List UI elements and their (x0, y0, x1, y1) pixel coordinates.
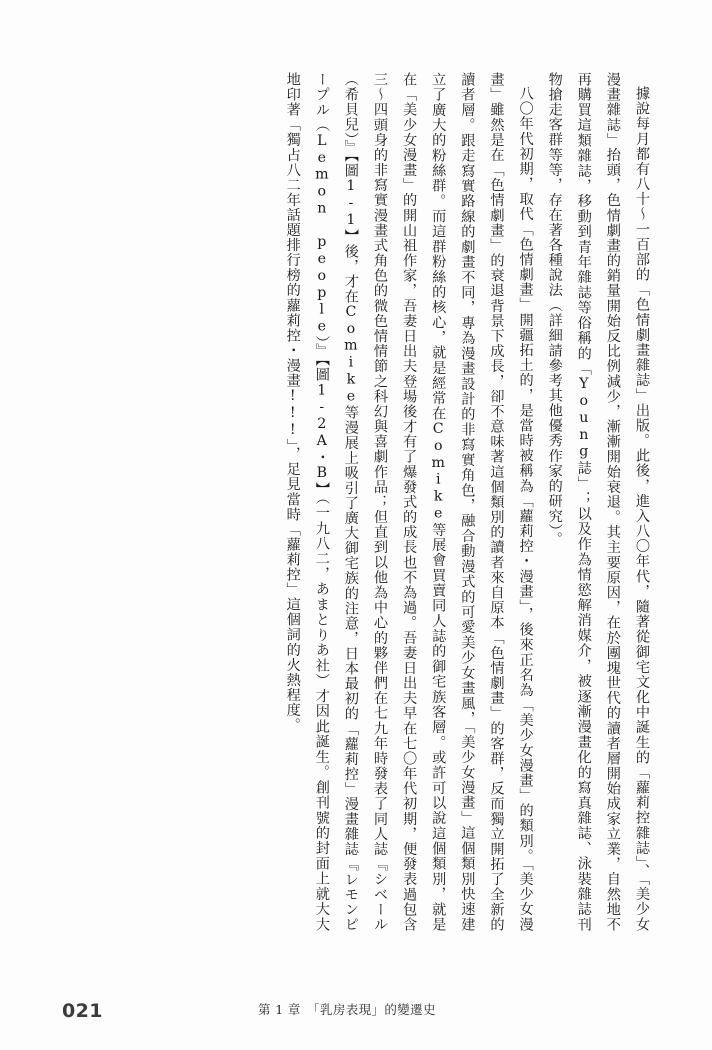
paragraph-2: 八〇年代初期，取代「色情劇畫」開疆拓土的，是當時被稱為「蘿莉控・漫畫」，後來正名為「美少女漫畫」的類別。「美少女漫畫」雖然是在「色情劇畫」的衰退背景下成長，卻不意味著這個類別的讀者來自原本「色情劇畫」的客群，反而獨立開拓了全新的讀者層。跟走寫實路線的劇畫不同，專為漫畫設計的非寫實角色，融合動漫式的可愛美少女畫風，「美少女漫畫」這個類別快速建立了廣大的粉絲群。而這群粉絲的核心，就是經常在Comike等展會買賣同人誌的御宅族客層。或許可以說這個類別，就是在「美少女漫畫」的開山祖作家，吾妻日出夫登場後才有了爆發式的成長也不為過。吾妻日出夫早在七〇年代初期，便發表過包含三～四頭身的非寫實漫畫式角色的微色情情節之科幻與喜劇作品；但直到以他為中心的夥伴們在七九年時發表了同人誌『シベール（希貝兒）』【圖1-1】後，才在Comike等漫展上吸引了廣大御宅族的注意，日本最初的「蘿莉控」漫畫雜誌『レモンピープル（Lemon people）』【圖1-2A・B】（一九八二，あまとりあ社）才因此誕生。創刊號的封面上就大大地印著「獨占八二年話題排行榜的蘿莉控・漫畫!!!」，足見當時「蘿莉控」這個詞的火熱程度。 (284, 72, 534, 932)
paragraph-1: 據說每月都有八十～一百部的「色情劇畫雜誌」出版。此後，進入八〇年代，隨著從御宅文化中誕生的「蘿莉控雜誌」、「美少女漫畫雜誌」抬頭，色情劇畫的銷量開始反比例減少，漸漸開始衰退。其主要原因，在於團塊世代的讀者層開始成家立業，自然地不再購買這類雜誌，移動到青年雜誌等俗稱的「Young誌」；以及作為情慾解消媒介，被逐漸漫畫化的寫真雜誌、泳裝雜誌刊物搶走客群等等，存在著各種說法（詳細請參考其他優秀作家的研究）。 (546, 72, 650, 932)
running-head-chapter: 第 1 章 (258, 1002, 301, 1017)
page-body-text (56, 72, 656, 932)
running-head-title: 「乳房表現」的變遷史 (307, 1002, 436, 1017)
running-head (258, 1000, 436, 1018)
page-number: 021 (62, 1000, 103, 1022)
page-footer (0, 992, 712, 1022)
